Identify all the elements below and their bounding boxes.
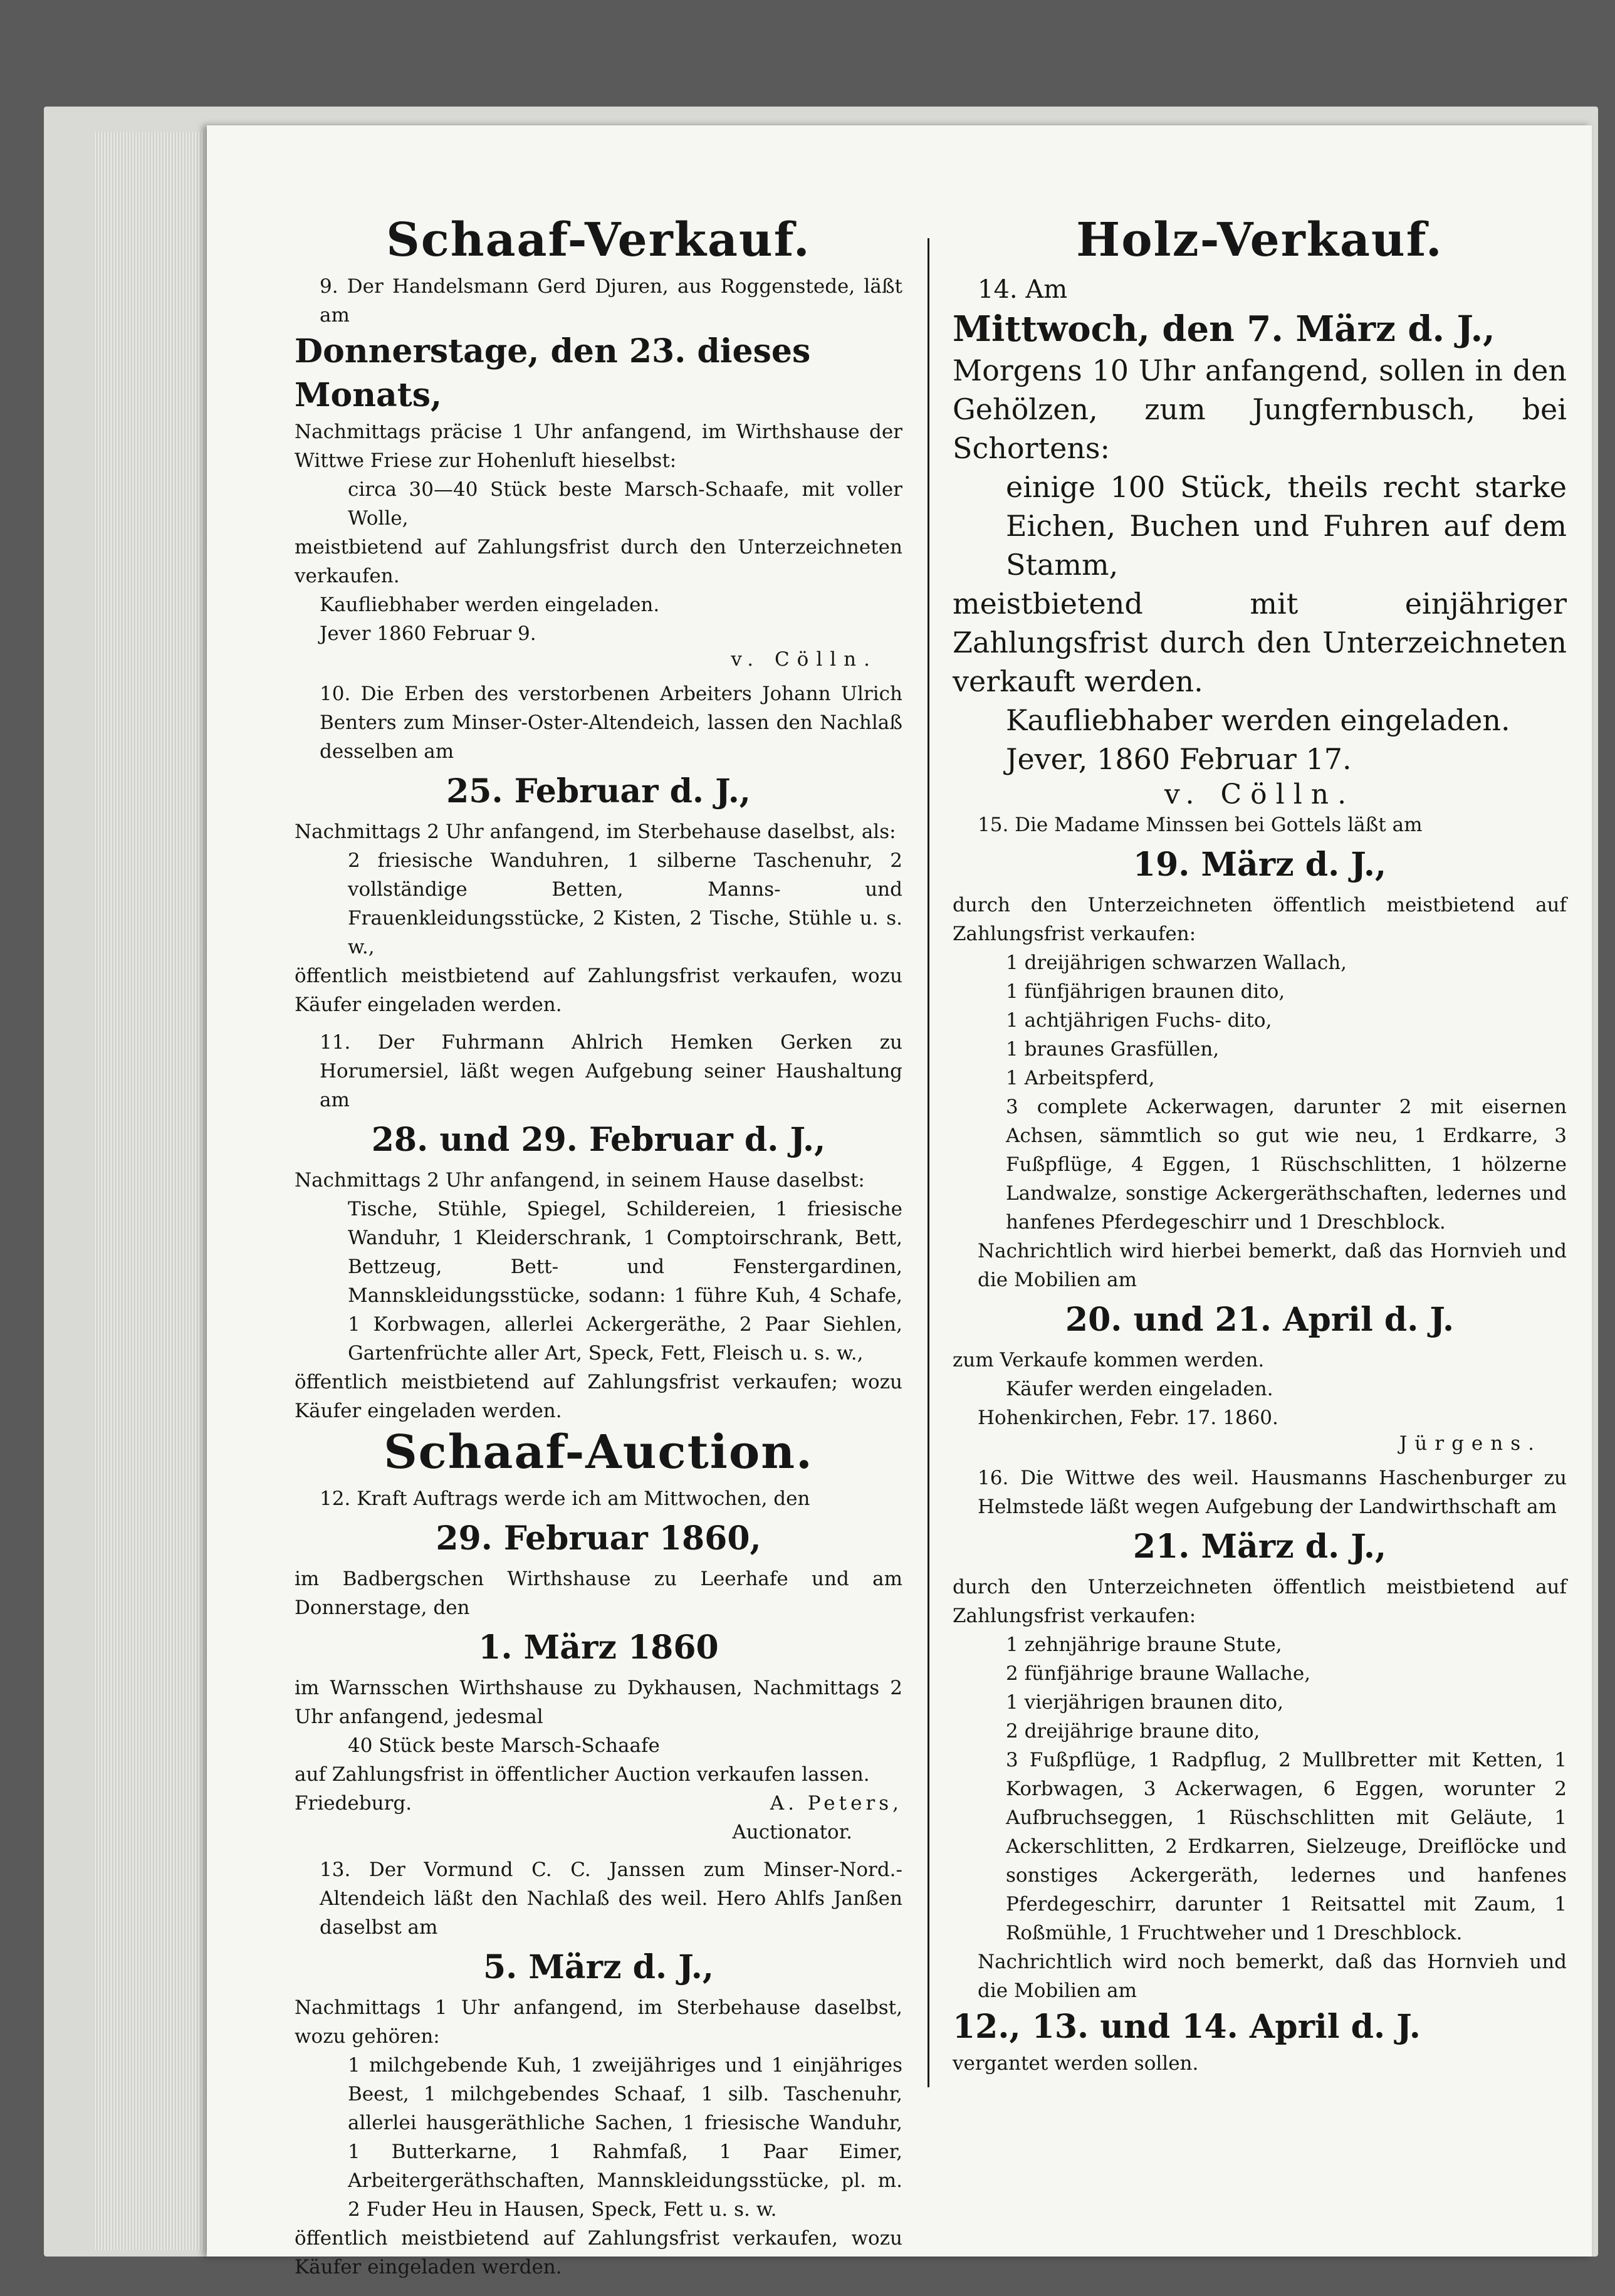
ad-16-line-4: 2 dreijährige braune dito, [1006, 1720, 1260, 1743]
right-column [953, 213, 1567, 2078]
ad-16-tail: vergantet werden sollen. [953, 2052, 1199, 2075]
ad-12-role: Auctionator. [732, 1821, 852, 1843]
ad-15-intro: 15. Die Madame Minssen bei Gottels läßt am [978, 814, 1423, 836]
ad-9-invite: Kaufliebhaber werden eingeladen. [320, 594, 660, 616]
ad-15-line-2: 1 fünfjährigen braunen dito, [1006, 980, 1285, 1003]
ad-15-note: Nachrichtlich wird hierbei bemerkt, daß das Hornvieh und die Mobilien am [978, 1240, 1567, 1291]
heading-schaaf-verkauf: Schaaf-Verkauf. [386, 213, 811, 267]
ad-9-intro: 9. Der Handelsmann Gerd Djuren, aus Roggenstede, läßt am [320, 275, 902, 327]
ad-11-date: 28. und 29. Februar d. J., [371, 1121, 826, 1159]
ad-11-items: Tische, Stühle, Spiegel, Schildereien, 1 friesische Wanduhr, 1 Kleiderschrank, 1 Comptoirschrank, Bett, Bettzeug, Bett- und Fenstergardinen, Mannskleidungsstücke, sodann: 1 führe Kuh, 4 Schafe, 1 Korbwagen, allerlei Ackergeräthe, 2 Paar Siehlen, Gartenfrüchte aller Art, Speck, Fett, Fleisch u. s. w., [348, 1198, 902, 1365]
ad-12-intro: 12. Kraft Auftrags werde ich am Mittwochen, den [320, 1487, 810, 1510]
ad-9-item: circa 30—40 Stück beste Marsch-Schaafe, mit voller Wolle, [348, 478, 902, 530]
heading-schaaf-auction: Schaaf-Auction. [384, 1425, 813, 1479]
ad-10-date: 25. Februar d. J., [446, 772, 751, 810]
ad-9-tail: meistbietend auf Zahlungsfrist durch den Unterzeichneten verkaufen. [295, 536, 902, 587]
ad-10-intro: 10. Die Erben des verstorbenen Arbeiters Johann Ulrich Benters zum Minser-Oster-Altendeich, lassen den Nachlaß desselben am [320, 683, 902, 763]
ad-14-tail: meistbietend mit einjähriger Zahlungsfrist durch den Unterzeichneten verkauft werden. [953, 587, 1567, 698]
ad-11-intro: 11. Der Fuhrmann Ahlrich Hemken Gerken zu Horumersiel, läßt wegen Aufgebung seiner Haushaltung am [320, 1031, 902, 1111]
ad-14-body: Morgens 10 Uhr anfangend, sollen in den Gehölzen, zum Jungfernbusch, bei Schortens: [953, 354, 1567, 465]
ad-13-intro: 13. Der Vormund C. C. Janssen zum Minser-Nord.-Altendeich läßt den Nachlaß des weil. Hero Ahlfs Janßen daselbst am [320, 1858, 902, 1939]
ad-16-line-5: 3 Fußpflüge, 1 Radpflug, 2 Mullbretter mit Ketten, 1 Korbwagen, 3 Ackerwagen, 6 Eggen, worunter 2 Aufbruchseggen, 1 Rüschschlitten mit Geläute, 1 Ackerschlitten, 2 Erdkarren, Sielzeuge, Dreiflöcke und sonstiges Ackergeräth, ledernes und hanfenes Pferdegeschirr, darunter 1 Reitsattel mit Zaum, 1 Roßmühle, 1 Fruchtweher und 1 Dreschblock. [1006, 1749, 1567, 1944]
ad-15-line-3: 1 achtjährigen Fuchs- dito, [1006, 1009, 1272, 1032]
ad-15-line-6: 3 complete Ackerwagen, darunter 2 mit eisernen Achsen, sämmtlich so gut wie neu, 1 Erdkarre, 3 Fußpflüge, 4 Eggen, 1 Rüschschlitten, 1 hölzerne Landwalze, sonstige Ackergeräthschaften, ledernes und hanfenes Pferdegeschirr und 1 Dreschblock. [1006, 1096, 1567, 1234]
ad-16-date: 21. März d. J., [1132, 1528, 1387, 1566]
column-divider [928, 238, 929, 2087]
ad-16-note: Nachrichtlich wird noch bemerkt, daß das Hornvieh und die Mobilien am [978, 1951, 1567, 2002]
ad-11-body: Nachmittags 2 Uhr anfangend, in seinem Hause daselbst: [295, 1169, 865, 1192]
ad-15-line-4: 1 braunes Grasfüllen, [1006, 1038, 1220, 1061]
ad-15-place: Hohenkirchen, Febr. 17. 1860. [978, 1407, 1278, 1429]
ad-15-body: durch den Unterzeichneten öffentlich meistbietend auf Zahlungsfrist verkaufen: [953, 894, 1567, 945]
ad-16-body: durch den Unterzeichneten öffentlich meistbietend auf Zahlungsfrist verkaufen: [953, 1576, 1567, 1627]
ad-14-item: einige 100 Stück, theils recht starke Eichen, Buchen und Fuhren auf dem Stamm, [1006, 470, 1567, 582]
ad-15-invite: Käufer werden eingeladen. [1006, 1378, 1273, 1400]
ad-14-invite: Kaufliebhaber werden eingeladen. [1006, 703, 1510, 737]
ad-9-body: Nachmittags präcise 1 Uhr anfangend, im Wirthshause der Wittwe Friese zur Hohenluft hieselbst: [295, 421, 902, 472]
ad-13-items: 1 milchgebende Kuh, 1 zweijähriges und 1 einjähriges Beest, 1 milchgebendes Schaaf, 1 silb. Taschenuhr, allerlei hausgeräthliche Sachen, 1 friesische Wanduhr, 1 Butterkarne, 1 Rahmfaß, 1 Paar Eimer, Arbeitergeräthschaften, Mannskleidungsstücke, pl. m. 2 Fuder Heu in Hausen, Speck, Fett u. s. w. [348, 2054, 902, 2221]
ad-10-items: 2 friesische Wanduhren, 1 silberne Taschenuhr, 2 vollständige Betten, Manns- und Frauenkleidungsstücke, 2 Kisten, 2 Tische, Stühle u. s. w., [348, 849, 902, 958]
ad-9-date: Donnerstage, den 23. dieses Monats, [295, 332, 811, 414]
ad-15-line-5: 1 Arbeitspferd, [1006, 1067, 1155, 1089]
ad-12-body: im Warnsschen Wirthshause zu Dykhausen, Nachmittags 2 Uhr anfangend, jedesmal [295, 1677, 902, 1728]
ad-14-date: Mittwoch, den 7. März d. J., [953, 308, 1495, 350]
ad-9-signature: v. Cölln. [731, 648, 877, 671]
ad-12-date-2: 1. März 1860 [478, 1628, 719, 1667]
ad-16-line-2: 2 fünfjährige braune Wallache, [1006, 1662, 1311, 1685]
ad-13-date: 5. März d. J., [483, 1948, 714, 1986]
left-column [295, 213, 902, 2282]
ad-14-place: Jever, 1860 Februar 17. [1006, 742, 1352, 776]
ad-16-line-1: 1 zehnjährige braune Stute, [1006, 1633, 1282, 1656]
ad-15-tail: zum Verkaufe kommen werden. [953, 1349, 1265, 1371]
ad-10-body: Nachmittags 2 Uhr anfangend, im Sterbehause daselbst, als: [295, 820, 896, 843]
ad-15-date: 19. März d. J., [1132, 846, 1387, 884]
ad-15-line-1: 1 dreijährigen schwarzen Wallach, [1006, 951, 1347, 974]
ad-13-tail: öffentlich meistbietend auf Zahlungsfrist verkaufen, wozu Käufer eingeladen werden. [295, 2227, 902, 2278]
ad-12-signature: A. Peters, [770, 1792, 902, 1815]
heading-holz-verkauf: Holz-Verkauf. [1076, 213, 1443, 267]
ad-11-tail: öffentlich meistbietend auf Zahlungsfrist verkaufen; wozu Käufer eingeladen werden. [295, 1371, 902, 1422]
ad-15-date-2: 20. und 21. April d. J. [1065, 1301, 1455, 1339]
ad-12-date-1: 29. Februar 1860, [436, 1519, 761, 1558]
ad-14-intro: 14. Am [978, 275, 1068, 304]
ad-14-signature: v. Cölln. [1164, 778, 1356, 810]
ad-16-date-2: 12., 13. und 14. April d. J. [953, 2008, 1421, 2046]
ad-10-tail: öffentlich meistbietend auf Zahlungsfrist verkaufen, wozu Käufer eingeladen werden. [295, 965, 902, 1016]
ad-15-signature: Jürgens. [1399, 1432, 1542, 1455]
ad-16-line-3: 1 vierjährigen braunen dito, [1006, 1691, 1283, 1714]
ad-12-tail: auf Zahlungsfrist in öffentlicher Auction verkaufen lassen. [295, 1763, 870, 1786]
ad-12-signature-row [295, 1789, 902, 1818]
ad-16-intro: 16. Die Wittwe des weil. Hausmanns Haschenburger zu Helmstede läßt wegen Aufgebung der Landwirthschaft am [978, 1467, 1567, 1518]
ad-12-place: Friedeburg. [295, 1792, 412, 1815]
ad-12-item: 40 Stück beste Marsch-Schaafe [348, 1734, 660, 1757]
page [207, 125, 1592, 2278]
ad-12-middle: im Badbergschen Wirthshause zu Leerhafe und am Donnerstage, den [295, 1568, 902, 1619]
ad-13-body: Nachmittags 1 Uhr anfangend, im Sterbehause daselbst, wozu gehören: [295, 1996, 902, 2048]
ad-9-place: Jever 1860 Februar 9. [320, 622, 536, 645]
